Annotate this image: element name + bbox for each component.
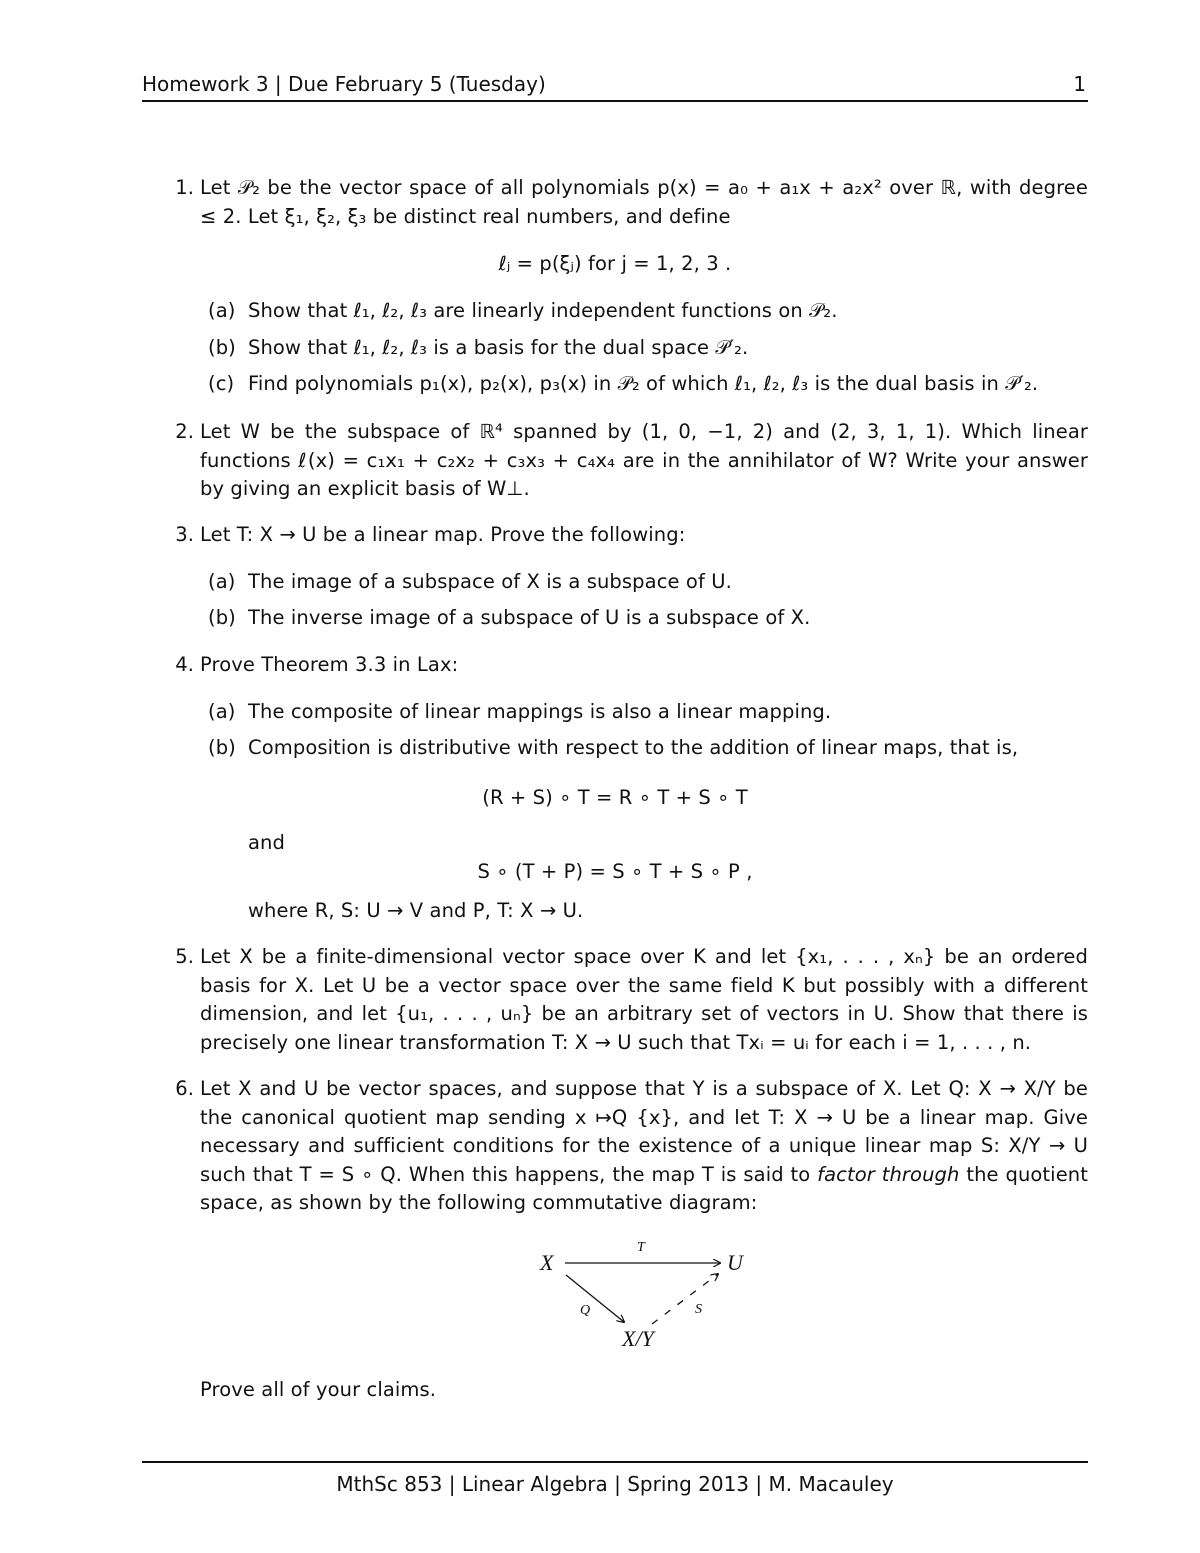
problem-3-text: Let T: X → U be a linear map. Prove the following: (200, 523, 686, 546)
arrow-s-dashed (652, 1274, 718, 1324)
problem-4-text: Prove Theorem 3.3 in Lax: (200, 653, 459, 676)
problem-2-label: 2. (175, 420, 194, 443)
problem-6-closing: Prove all of your claims. (200, 1378, 437, 1401)
problem-5-text: Let X be a finite-dimensional vector space over K and let {x₁, . . . , xₙ} be an ordered basis for X. Let U be a vector space over the same field K but possibly with a different dimension, and let {u₁, . . . , uₙ} be an arbitrary set of vectors in U. Show that there is precisely one linear transformation T: X → U such that Txᵢ = uᵢ for each i = 1, . . . , n. (200, 945, 1088, 1054)
problem-4b (208, 734, 1088, 763)
problem-1b-text: Show that ℓ₁, ℓ₂, ℓ₃ is a basis for the dual space 𝒫′₂. (248, 336, 749, 359)
problem-1a (208, 297, 1088, 326)
problem-1a-text: Show that ℓ₁, ℓ₂, ℓ₃ are linearly independent functions on 𝒫₂. (248, 299, 838, 322)
problem-3b-text: The inverse image of a subspace of U is a subspace of X. (248, 606, 811, 629)
problem-1-label: 1. (175, 176, 194, 199)
problem-2 (175, 418, 1088, 504)
problem-6-italic-phrase: factor through (817, 1162, 960, 1186)
label-q: Q (580, 1303, 591, 1318)
problem-1c-label: (c) (208, 372, 235, 395)
problem-3b (208, 604, 1088, 633)
problem-3a (208, 568, 1088, 597)
node-u: U (727, 1250, 743, 1275)
page-header (142, 70, 1088, 102)
problem-4a-text: The composite of linear mappings is also a linear mapping. (248, 700, 832, 723)
page-footer: MthSc 853 | Linear Algebra | Spring 2013 | M. Macauley (336, 1472, 894, 1496)
node-x: X (540, 1250, 554, 1275)
footer-rule (142, 1461, 1088, 1463)
problem-4-where: where R, S: U → V and P, T: X → U. (248, 899, 584, 922)
problem-4b-text: Composition is distributive with respect to the addition of linear maps, that is, (248, 736, 1019, 759)
problem-3b-label: (b) (208, 606, 236, 629)
problem-4-display-1: (R + S) ∘ T = R ∘ T + S ∘ T (482, 786, 748, 809)
page-number: 1 (1073, 72, 1086, 96)
header-title: Homework 3 | Due February 5 (Tuesday) (142, 72, 546, 96)
problem-6-text-b: the quotient space, as shown by the following commutative diagram: (200, 1162, 1088, 1214)
problem-3 (175, 521, 1088, 550)
problem-1-text: Let 𝒫₂ be the vector space of all polynomials p(x) = a₀ + a₁x + a₂x² over ℝ, with degree ≤ 2. Let ξ₁, ξ₂, ξ₃ be distinct real numbers, and define (200, 176, 1088, 228)
problem-6-label: 6. (175, 1077, 194, 1100)
problem-6-text (200, 1075, 1088, 1218)
label-s: S (695, 1302, 702, 1317)
problem-4a (208, 698, 1088, 727)
problem-6-text-a: Let X and U be vector spaces, and suppose that Y is a subspace of X. Let Q: X → X/Y be the canonical quotient map sending x ↦Q {x}, and let T: X → U be a linear map. Give necessary and sufficient conditions for the existence of a unique linear map S: X/Y → U such that T = S ∘ Q. When this happens, the map T is said to (200, 1077, 1088, 1186)
problem-5-label: 5. (175, 945, 194, 968)
problem-4-display-2: S ∘ (T + P) = S ∘ T + S ∘ P , (477, 860, 753, 883)
problem-4a-label: (a) (208, 700, 236, 723)
problem-4-and: and (248, 831, 285, 854)
problem-1a-label: (a) (208, 299, 236, 322)
label-t: T (637, 1240, 645, 1255)
problem-1c (208, 370, 1088, 399)
problem-3a-text: The image of a subspace of X is a subspace of U. (248, 570, 732, 593)
problem-2-text: Let W be the subspace of ℝ⁴ spanned by (1, 0, −1, 2) and (2, 3, 1, 1). Which linear functions ℓ(x) = c₁x₁ + c₂x₂ + c₃x₃ + c₄x₄ are in the annihilator of W? Write your answer by giving an explicit basis of W⊥. (200, 420, 1088, 500)
problem-3a-label: (a) (208, 570, 236, 593)
problem-4-label: 4. (175, 653, 194, 676)
node-x-mod-y: X/Y (622, 1326, 654, 1351)
problem-4b-label: (b) (208, 736, 236, 759)
problem-1 (175, 174, 1088, 231)
problem-6 (175, 1075, 1088, 1218)
problem-3-label: 3. (175, 523, 194, 546)
arrow-q (566, 1275, 624, 1322)
commutative-diagram (530, 1240, 770, 1360)
problem-1b-label: (b) (208, 336, 236, 359)
problem-5 (175, 943, 1088, 1057)
problem-1-display: ℓⱼ = p(ξⱼ) for j = 1, 2, 3 . (498, 252, 732, 275)
problem-4 (175, 651, 1088, 680)
problem-1c-text: Find polynomials p₁(x), p₂(x), p₃(x) in 𝒫₂ of which ℓ₁, ℓ₂, ℓ₃ is the dual basis in 𝒫′₂. (248, 372, 1039, 395)
problem-1b (208, 334, 1088, 363)
